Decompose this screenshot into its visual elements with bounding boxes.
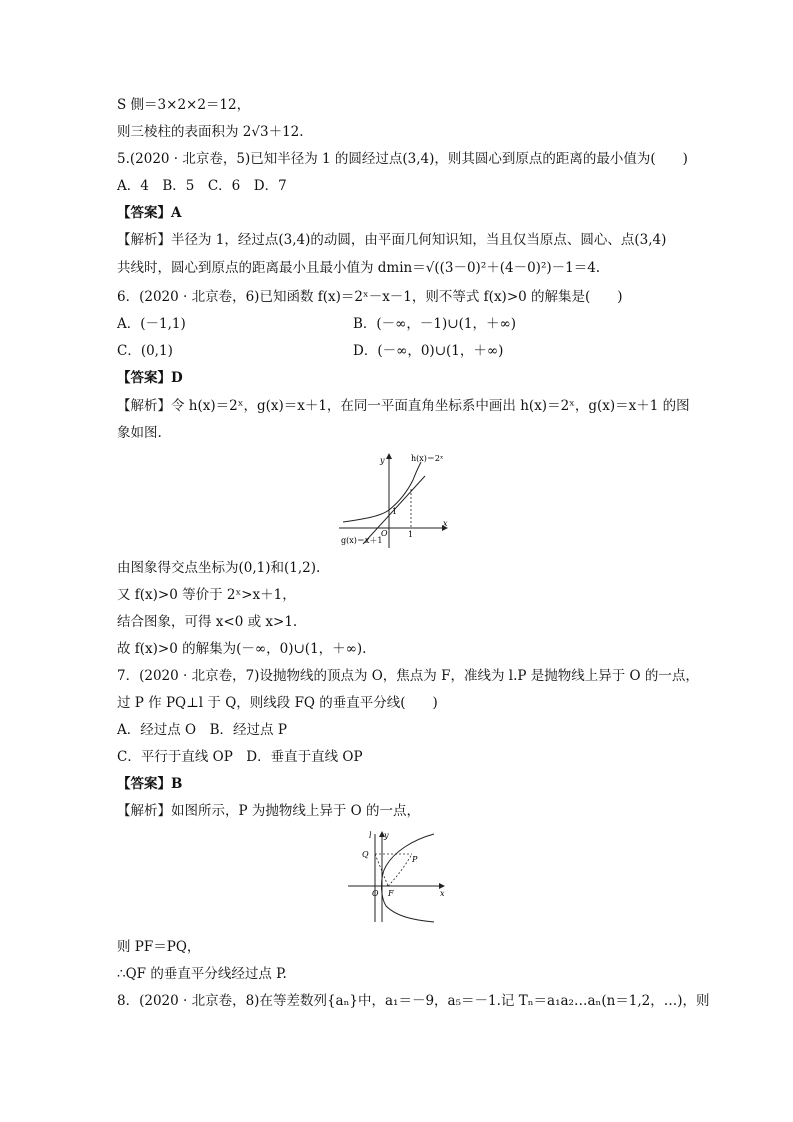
figure-exp-line-graph <box>337 448 455 550</box>
analysis-6: 【解析】令 h(x)＝2ˣ，g(x)＝x＋1，在同一平面直角坐标系中画出 h(x)＝2ˣ，g(x)＝x＋1 的图 <box>117 398 690 414</box>
x-axis-label: x <box>440 889 445 898</box>
question-5: 5.(2020 · 北京卷，5)已知半径为 1 的圆经过点(3,4)，则其圆心到原点的距离的最小值为( ) <box>117 151 688 167</box>
figure-parabola <box>342 826 448 926</box>
analysis-7: 【解析】如图所示，P 为抛物线上异于 O 的一点， <box>117 803 421 819</box>
options-5: A．4 B．5 C．6 D．7 <box>117 178 287 194</box>
text-line: 由图象得交点坐标为(0,1)和(1,2). <box>117 560 321 576</box>
answer-5: 【答案】A <box>117 205 182 221</box>
text-line: 故 f(x)>0 的解集为(－∞，0)∪(1，＋∞). <box>117 641 367 657</box>
text-line: 又 f(x)>0 等价于 2ˣ>x＋1， <box>117 587 296 603</box>
analysis-6-cont: 象如图. <box>117 425 162 441</box>
option-6a: A．(－1,1) <box>117 316 186 332</box>
option-6b: B．(－∞，－1)∪(1，＋∞) <box>353 316 516 332</box>
x-axis-label: x <box>443 519 448 528</box>
tick-one-x: 1 <box>408 530 414 539</box>
f-label: F <box>388 889 394 898</box>
question-6: 6．(2020 · 北京卷，6)已知函数 f(x)＝2ˣ－x－1，则不等式 f(x)>0 的解集是( ) <box>117 289 623 305</box>
option-6c: C．(0,1) <box>117 343 173 359</box>
question-8: 8．(2020 · 北京卷，8)在等差数列{aₙ}中，a₁＝－9，a₅＝－1.记 Tₙ＝a₁a₂…aₙ(n＝1,2，…)，则 <box>117 993 710 1009</box>
analysis-5-cont: 共线时，圆心到原点的距离最小且最小值为 dmin＝√((3－0)²＋(4－0)²)－1＝4. <box>117 260 601 276</box>
answer-6: 【答案】D <box>117 370 183 386</box>
g-label: g(x)＝x＋1 <box>341 536 383 545</box>
text-line: S 側＝3×2×2＝12， <box>117 97 251 113</box>
y-axis-label: y <box>384 831 389 840</box>
tick-one-y: 1 <box>392 507 398 516</box>
options-7ab: A．经过点 O B．经过点 P <box>117 722 287 738</box>
text-line: 结合图象，可得 x<0 或 x>1. <box>117 614 298 630</box>
o-label: O <box>372 889 379 898</box>
p-label: P <box>412 855 418 864</box>
curve-h <box>343 462 421 522</box>
text-line: ∴QF 的垂直平分线经过点 P. <box>117 966 287 982</box>
option-6d: D．(－∞，0)∪(1，＋∞) <box>353 343 504 359</box>
y-axis-label: y <box>380 456 385 465</box>
origin-label: O <box>381 529 388 538</box>
options-7cd: C．平行于直线 OP D．垂直于直线 OP <box>117 749 363 765</box>
h-label: h(x)＝2ˣ <box>411 454 444 463</box>
text-line: 则 PF＝PQ， <box>117 939 201 955</box>
question-7-cont: 过 P 作 PQ⊥l 于 Q，则线段 FQ 的垂直平分线( ) <box>117 695 438 711</box>
question-7: 7．(2020 · 北京卷，7)设抛物线的顶点为 O，焦点为 F，准线为 l.P 是抛物线上异于 O 的一点， <box>117 668 699 684</box>
q-label: Q <box>362 850 369 859</box>
text-line: 则三棱柱的表面积为 2√3＋12. <box>117 124 304 140</box>
answer-7: 【答案】B <box>117 776 183 792</box>
parabola-curve <box>382 834 435 922</box>
l-label: l <box>369 831 372 840</box>
analysis-5: 【解析】半径为 1，经过点(3,4)的动圆，由平面几何知识知，当且仅当原点、圆心、点(3,4) <box>117 232 667 248</box>
